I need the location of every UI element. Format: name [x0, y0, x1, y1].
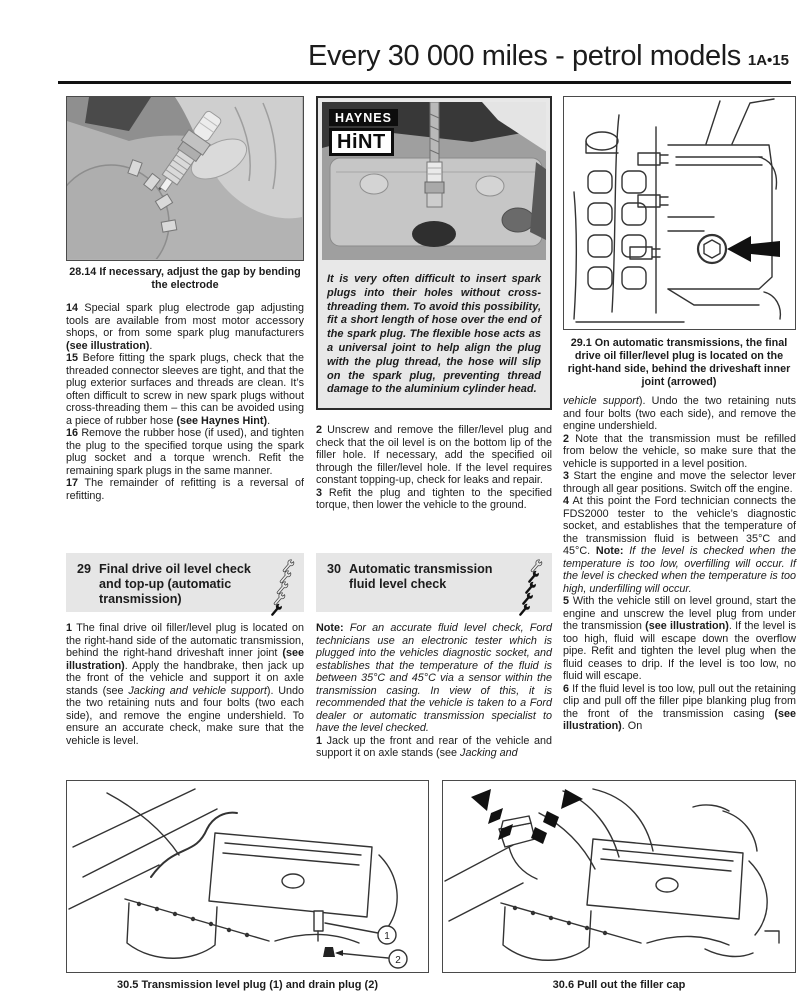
figure-30-5-caption: 30.5 Transmission level plug (1) and drain plug (2): [116, 979, 378, 991]
difficulty-icon: [509, 558, 547, 624]
paragraph-16: 16 Remove the rubber hose (if used), and tighten the plug to the specified torque using the spark plug socket and a torque wrench. Refit the remaining spark plugs in the same manner.: [66, 427, 304, 477]
header-rule: [58, 81, 791, 84]
page-header: [308, 40, 789, 73]
paragraph-30-5: 5 With the vehicle still on level ground, start the engine and unscrew the level plug from under the transmission (see illustration). If the level is too high, fluid will escape down the overflow pipe. Refit and tighten the level plug when the fluid ceases to drip. If the level is too low, no fluid will escape.: [563, 595, 796, 682]
section-30-body: [316, 622, 552, 760]
figure-30-5-drawing: [67, 781, 427, 971]
paragraph-17: 17 The remainder of refitting is a reversal of refitting.: [66, 477, 304, 502]
figure-29-1-drawing: [564, 97, 794, 328]
callout-1: 1: [384, 931, 390, 942]
paragraph-30-4: 4 At this point the Ford technician connects the FDS2000 tester to the vehicle’s diagnostic socket, and establishes that the temperature of the transmission fluid is between 35°C and 45°C. Note: If the level is checked when the temperature is too low, overfilling will occur. If the level is checked when the temperature is too high, underfilling will occur.: [563, 495, 797, 595]
figure-30-5: [66, 780, 429, 973]
page-title: Every 30 000 miles - petrol models: [308, 40, 741, 72]
figure-30-6-drawing: [443, 781, 794, 971]
section-29-body: [66, 622, 304, 747]
figure-30-6-caption: 30.6 Pull out the filler cap: [552, 979, 686, 991]
callout-2: 2: [395, 955, 401, 966]
paragraph-30-1: 1 Jack up the front and rear of the vehicle and support it on axle stands (see Jacking and: [316, 734, 552, 759]
section-29-number: 29: [77, 562, 92, 576]
section-30-number: 30: [327, 562, 342, 576]
page-number: 1A•15: [747, 52, 789, 69]
section-29-title: Final drive oil level check and top-up (automatic transmission): [99, 562, 251, 606]
paragraph-30-2: 2 Note that the transmission must be refilled from below the vehicle, so make sure that the vehicle is supported in a level position.: [563, 432, 796, 470]
middle-column-body: [316, 424, 552, 512]
hint-text: It is very often difficult to insert spark plugs into their holes without cross-threading them. To avoid this possibility, fit a short length of hose over the end of the spark plug. The flexible hose acts as a universal joint to help align the plug with the plug thread, the hose will slip on the spark plug, preventing thread damage to the aluminium cylinder head.: [327, 273, 541, 396]
right-column-body: [563, 395, 796, 733]
haynes-hint-box: [316, 96, 552, 410]
paragraph-29-1: 1 The final drive oil filler/level plug is located on the right-hand side of the automatic transmission, behind the right-hand driveshaft inner joint (see illustration). Apply the handbrake, then jack up the front of the vehicle and support it on axle stands (see Jacking and vehicle support). Undo the two retaining nuts and four bolts (two each side), and remove the engine undershield. To ensure an accurate check, make sure that the vehicle is level.: [66, 622, 305, 747]
paragraph-29-3: 3 Refit the plug and tighten to the specified torque, then lower the vehicle to the ground.: [316, 486, 552, 511]
figure-28-14-caption: 28.14 If necessary, adjust the gap by bending the electrode: [69, 266, 301, 291]
figure-29-1: [563, 96, 796, 330]
paragraph-15: 15 Before fitting the spark plugs, check that the threaded connector sleeves are tight, and that the plug exterior surfaces and threads are clean. It’s often difficult to screw in new spark plugs without cross-threading them – this can be avoided using a piece of rubber hose (see Haynes Hint).: [66, 352, 304, 427]
section-29-heading: [66, 553, 304, 612]
section-30-heading: [316, 553, 552, 612]
paragraph-29-2: 2 Unscrew and remove the filler/level plug and check that the oil level is on the bottom lip of the filler hole. If necessary, add the specified oil through the filler/level hole. If the level requires constant topping-up, check for leaks and repair.: [316, 424, 552, 486]
paragraph-30-3: 3 Start the engine and move the selector lever through all gear positions. Switch off the engine.: [563, 470, 796, 495]
haynes-logo-text: HAYNES: [329, 109, 398, 126]
paragraph-14: 14 Special spark plug electrode gap adjusting tools are available from most motor accessory shops, or from some spark plug manufacturers (see illustration).: [66, 302, 304, 352]
figure-29-1-caption: 29.1 On automatic transmissions, the final drive oil filler/level plug is located on the right-hand side, behind the driveshaft inner joint (arrowed): [567, 337, 791, 388]
difficulty-icon: [261, 558, 299, 624]
note-30: Note: For an accurate fluid level check, Ford technicians use an electronic tester which is plugged into the vehicles diagnostic socket, and establishes that the temperature of the fluid is between 35°C and 45°C via a sensor within the transmission casing. In view of this, it is recommended that the vehicle is taken to a Ford dealer or automatic transmission specialist to have the level checked.: [316, 622, 552, 734]
figure-28-14-photo: [66, 96, 304, 261]
haynes-hint-logo: [329, 109, 398, 156]
section-30-title: Automatic transmission fluid level check: [349, 562, 493, 591]
paragraph-30-6: 6 If the fluid level is too low, pull out the retaining clip and pull off the filler pipe blanking plug from the front of the transmission casing (see illustration). On: [563, 682, 796, 732]
left-column-body: [66, 302, 304, 502]
hint-logo-text: HiNT: [329, 128, 394, 156]
spark-plug-photo-art: [67, 97, 302, 259]
figure-30-6: [442, 780, 796, 973]
hint-photo: [322, 102, 546, 260]
paragraph-30-1-cont: vehicle support). Undo the two retaining nuts and four bolts (two each side), and remove the engine undershield.: [563, 395, 796, 432]
